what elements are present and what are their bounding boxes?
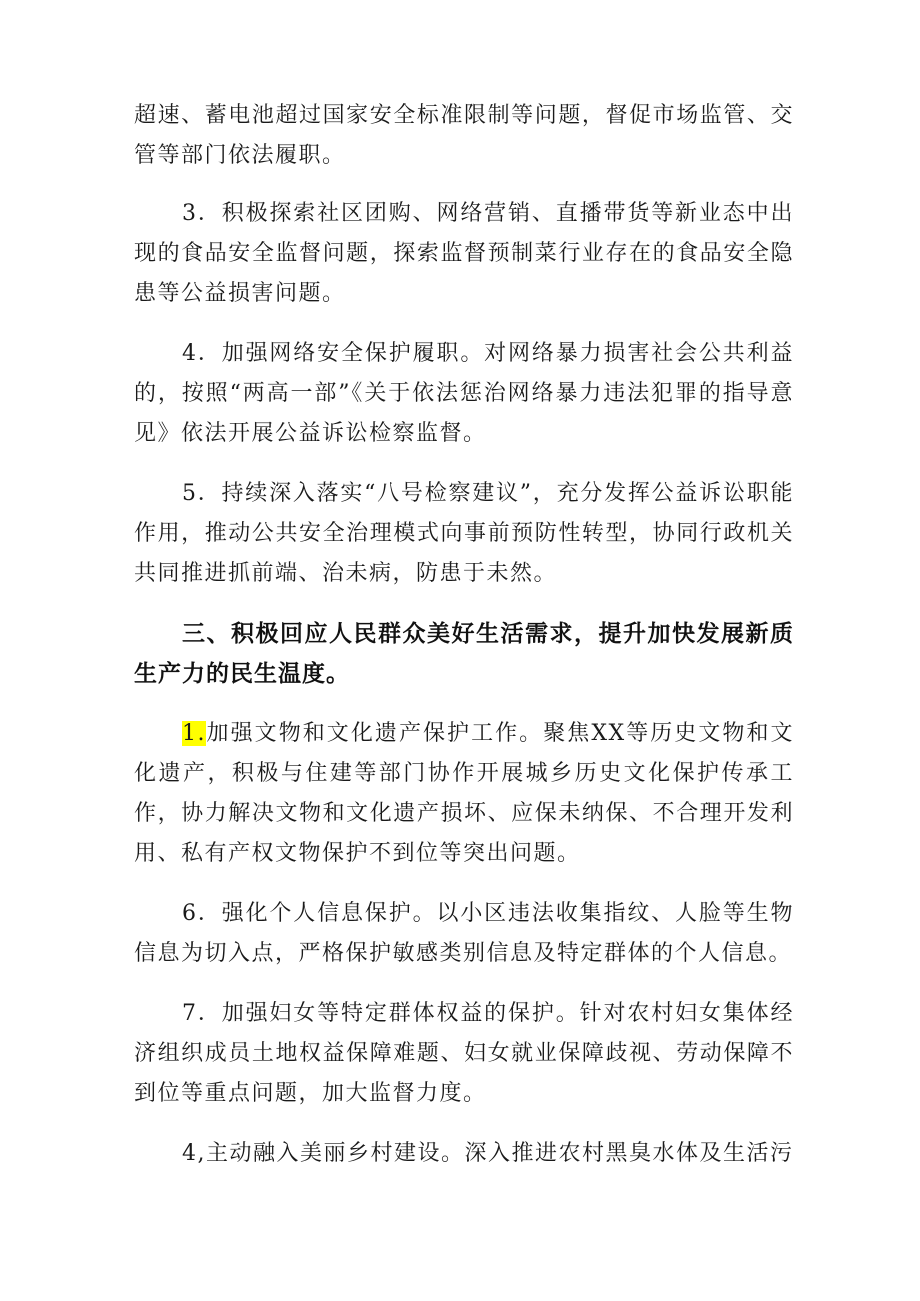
paragraph-item-7: 7．加强妇女等特定群体权益的保护。针对农村妇女集体经济组织成员土地权益保障难题、妇女就业保障歧视、劳动保障不到位等重点问题，加大监督力度。 <box>134 1001 794 1106</box>
paragraph-item-4: 4．加强网络安全保护履职。对网络暴力损害社会公共利益的，按照“两高一部”《关于依法惩治网络暴力违法犯罪的指导意见》依法开展公益诉讼检察监督。 <box>134 341 794 446</box>
highlighted-item-number: 1. <box>182 721 206 746</box>
paragraph-item-6: 6．强化个人信息保护。以小区违法收集指纹、人脸等生物信息为切入点，严格保护敏感类别信息及特定群体的个人信息。 <box>134 901 794 966</box>
paragraph-item-1 <box>134 714 794 874</box>
paragraph-item-3: 3．积极探索社区团购、网络营销、直播带货等新业态中出现的食品安全监督问题，探索监督预制菜行业存在的食品安全隐患等公益损害问题。 <box>134 201 794 306</box>
paragraph-item-4-rural: 4,主动融入美丽乡村建设。深入推进农村黑臭水体及生活污 <box>182 1141 794 1166</box>
paragraph-item-5: 5．持续深入落实“八号检察建议”，充分发挥公益诉讼职能作用，推动公共安全治理模式向事前预防性转型，协同行政机关共同推进抓前端、治未病，防患于未然。 <box>134 481 794 586</box>
document-body <box>134 96 794 1194</box>
paragraph-item-1-text: 加强文物和文化遗产保护工作。聚焦XX等历史文物和文化遗产，积极与住建等部门协作开展城乡历史文化保护传承工作，协力解决文物和文化遗产损坏、应保未纳保、不合理开发利用、私有产权文物保护不到位等突出问题。 <box>134 721 794 866</box>
section-heading-3: 三、积极回应人民群众美好生活需求，提升加快发展新质生产力的民生温度。 <box>134 621 794 687</box>
paragraph-continuation: 超速、蓄电池超过国家安全标准限制等问题，督促市场监管、交管等部门依法履职。 <box>134 103 794 168</box>
